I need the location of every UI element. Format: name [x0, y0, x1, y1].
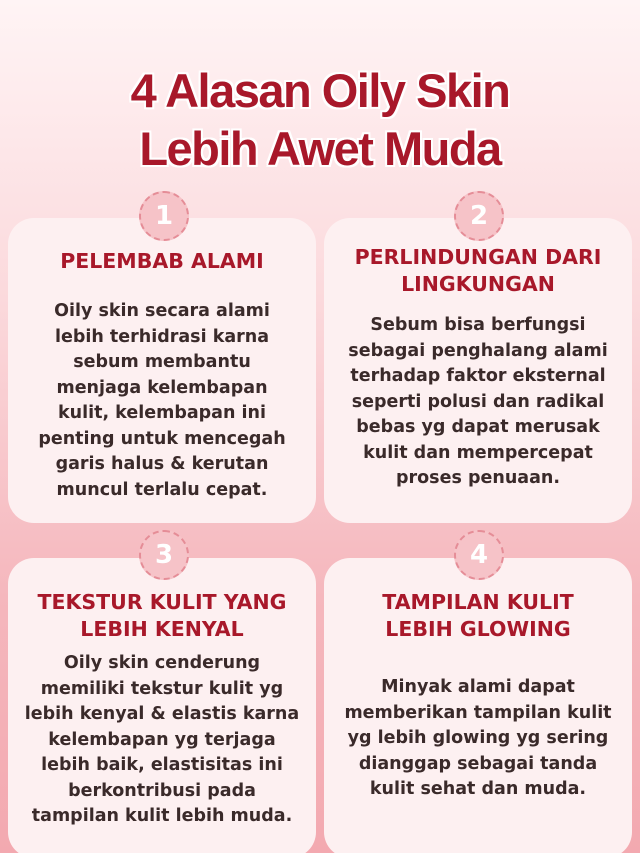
badge-number: 1 — [154, 201, 174, 231]
number-badge-1 — [139, 191, 189, 241]
card-body-3 — [8, 651, 316, 830]
body-line: kelembapan yg terjaga — [48, 729, 276, 750]
card-heading-3 — [8, 589, 316, 643]
page-title — [0, 62, 640, 178]
body-line: Oily skin secara alami — [54, 301, 270, 321]
number-badge-3 — [139, 530, 189, 580]
heading-line: TEKSTUR KULIT YANG — [37, 590, 287, 614]
body-line: menjaga kelembapan — [56, 377, 268, 398]
body-line: kulit, kelembapan ini — [57, 403, 267, 423]
heading-line: TAMPILAN KULIT — [382, 590, 574, 614]
card-heading-1 — [8, 248, 316, 275]
body-line: lebih terhidrasi karna — [54, 326, 270, 347]
body-line: sebagai penghalang alami — [348, 340, 608, 361]
body-line: Minyak alami dapat — [381, 677, 575, 697]
body-line: kulit sehat dan muda. — [369, 779, 587, 799]
body-line: tampilan kulit lebih muda. — [31, 806, 293, 826]
badge-number: 3 — [154, 540, 174, 570]
heading-line: LEBIH GLOWING — [385, 617, 571, 641]
body-line: muncul terlalu cepat. — [56, 479, 268, 500]
body-line: proses penuaan. — [395, 468, 560, 488]
body-line: memberikan tampilan kulit — [344, 702, 612, 723]
card-body-4 — [324, 675, 632, 803]
card-heading-2 — [324, 244, 632, 298]
body-line: yg lebih glowing yg sering — [347, 728, 609, 748]
body-line: kulit dan mempercepat — [363, 442, 593, 463]
body-line: lebih baik, elastisitas ini — [41, 755, 283, 775]
body-line: memiliki tekstur kulit yg — [40, 678, 284, 699]
body-line: Sebum bisa berfungsi — [370, 315, 586, 335]
body-line: seperti polusi dan radikal — [351, 391, 605, 412]
card-body-1 — [8, 299, 316, 503]
title-line-1: 4 Alasan Oily Skin — [130, 64, 510, 117]
card-heading-4 — [324, 589, 632, 643]
body-line: sebum membantu — [73, 352, 251, 372]
heading-line: LINGKUNGAN — [401, 272, 555, 296]
body-line: Oily skin cenderung — [63, 653, 261, 673]
heading-line: PERLINDUNGAN DARI — [354, 245, 602, 269]
body-line: garis halus & kerutan — [55, 454, 269, 474]
body-line: bebas yg dapat merusak — [356, 417, 600, 437]
title-line-2: Lebih Awet Muda — [139, 122, 501, 175]
body-line: berkontribusi pada — [68, 780, 256, 801]
body-line: dianggap sebagai tanda — [358, 753, 598, 774]
heading-line: LEBIH KENYAL — [80, 617, 244, 641]
card-body-2 — [324, 313, 632, 492]
heading-line: PELEMBAB ALAMI — [60, 249, 264, 273]
body-line: penting untuk mencegah — [38, 428, 286, 449]
number-badge-2 — [454, 191, 504, 241]
number-badge-4 — [454, 530, 504, 580]
body-line: lebih kenyal & elastis karna — [24, 704, 300, 724]
body-line: terhadap faktor eksternal — [350, 366, 606, 386]
badge-number: 4 — [469, 540, 489, 570]
badge-number: 2 — [469, 201, 489, 231]
